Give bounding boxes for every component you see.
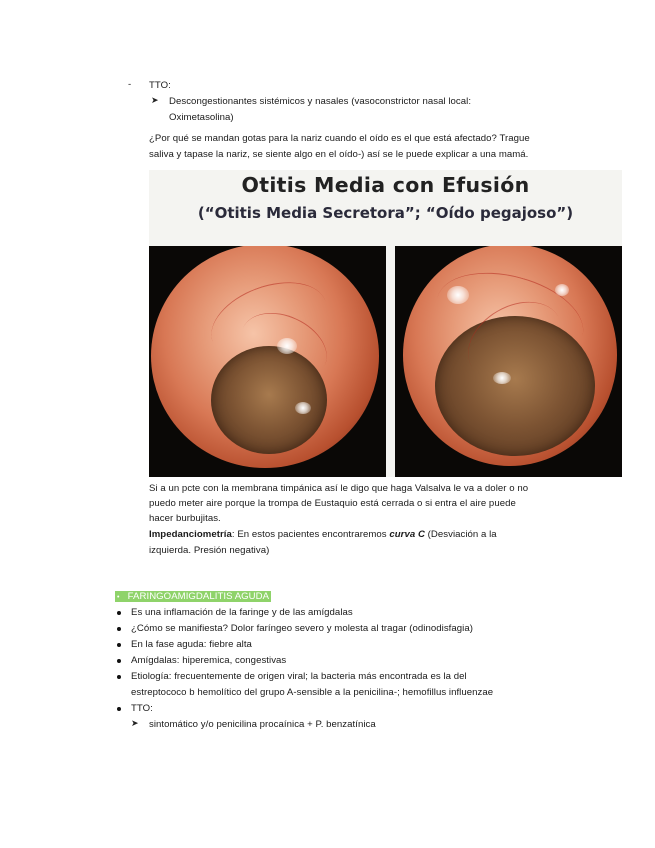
impedanciometria-line: Impedanciometría: En estos pacientes encontraremos curva C (Desviación a la: [149, 529, 497, 540]
arrow-bullet-icon: ➤: [151, 95, 159, 105]
question-line1: ¿Por qué se mandan gotas para la nariz cuando el oído es el que está afectado? Trague: [149, 133, 530, 144]
bullet-dot: [117, 627, 121, 631]
caption-line1: Si a un pcte con la membrana timpánica así le digo que haga Valsalva le va a doler o no: [149, 483, 529, 494]
section-heading: • FARINGOAMIGDALITIS AGUDA: [117, 591, 270, 602]
otoscopy-image-left: [149, 246, 386, 477]
curva-c-term: curva C: [389, 529, 425, 540]
tto-subitem: sintomático y/o penicilina procaínica + P. benzatínica: [149, 719, 376, 730]
question-line2: saliva y tapase la nariz, se siente algo en el oído-) así se le puede explicar a una mamá.: [149, 149, 529, 160]
otitis-figure-image: [149, 170, 622, 477]
caption-line2: puedo meter aire porque la trompa de Eustaquio está cerrada o si entra el aire puede: [149, 498, 516, 509]
bullet-item: Etiología: frecuentemente de origen viral; la bacteria más encontrada es la del: [131, 671, 467, 682]
bullet-item: ¿Cómo se manifiesta? Dolor faríngeo severo y molesta al tragar (odinodisfagia): [131, 623, 473, 634]
bullet-dot: [117, 675, 121, 679]
bullet-dot: [117, 707, 121, 711]
bullet-item-continuation: estreptococo b hemolítico del grupo A-sensible a la penicilina-; hemofillus influenzae: [131, 687, 494, 698]
list-dash: -: [128, 79, 132, 90]
figure-subtitle: (“Otitis Media Secretora”; “Oído pegajoso”): [197, 204, 574, 222]
bullet-dot: [117, 643, 121, 647]
impedanciometria-label: Impedanciometría: [149, 529, 232, 540]
bullet-item: TTO:: [131, 703, 153, 714]
tto-item-line1: Descongestionantes sistémicos y nasales (vasoconstrictor nasal local:: [169, 96, 472, 107]
impedanciometria-line2: izquierda. Presión negativa): [149, 545, 270, 556]
bullet-item: Amígdalas: hiperemica, congestivas: [131, 655, 287, 666]
otoscopy-image-right: [395, 246, 622, 477]
tto-label: TTO:: [149, 80, 171, 91]
arrow-bullet-icon: ➤: [131, 718, 139, 728]
bullet-dot: [117, 659, 121, 663]
bullet-item: Es una inflamación de la faringe y de las amígdalas: [131, 607, 353, 618]
caption-line3: hacer burbujitas.: [149, 513, 221, 524]
bullet-item: En la fase aguda: fiebre alta: [131, 639, 252, 650]
figure-title: Otitis Media con Efusión: [241, 173, 530, 197]
bullet-dot: [117, 611, 121, 615]
tto-item-line2: Oximetasolina): [169, 112, 234, 123]
